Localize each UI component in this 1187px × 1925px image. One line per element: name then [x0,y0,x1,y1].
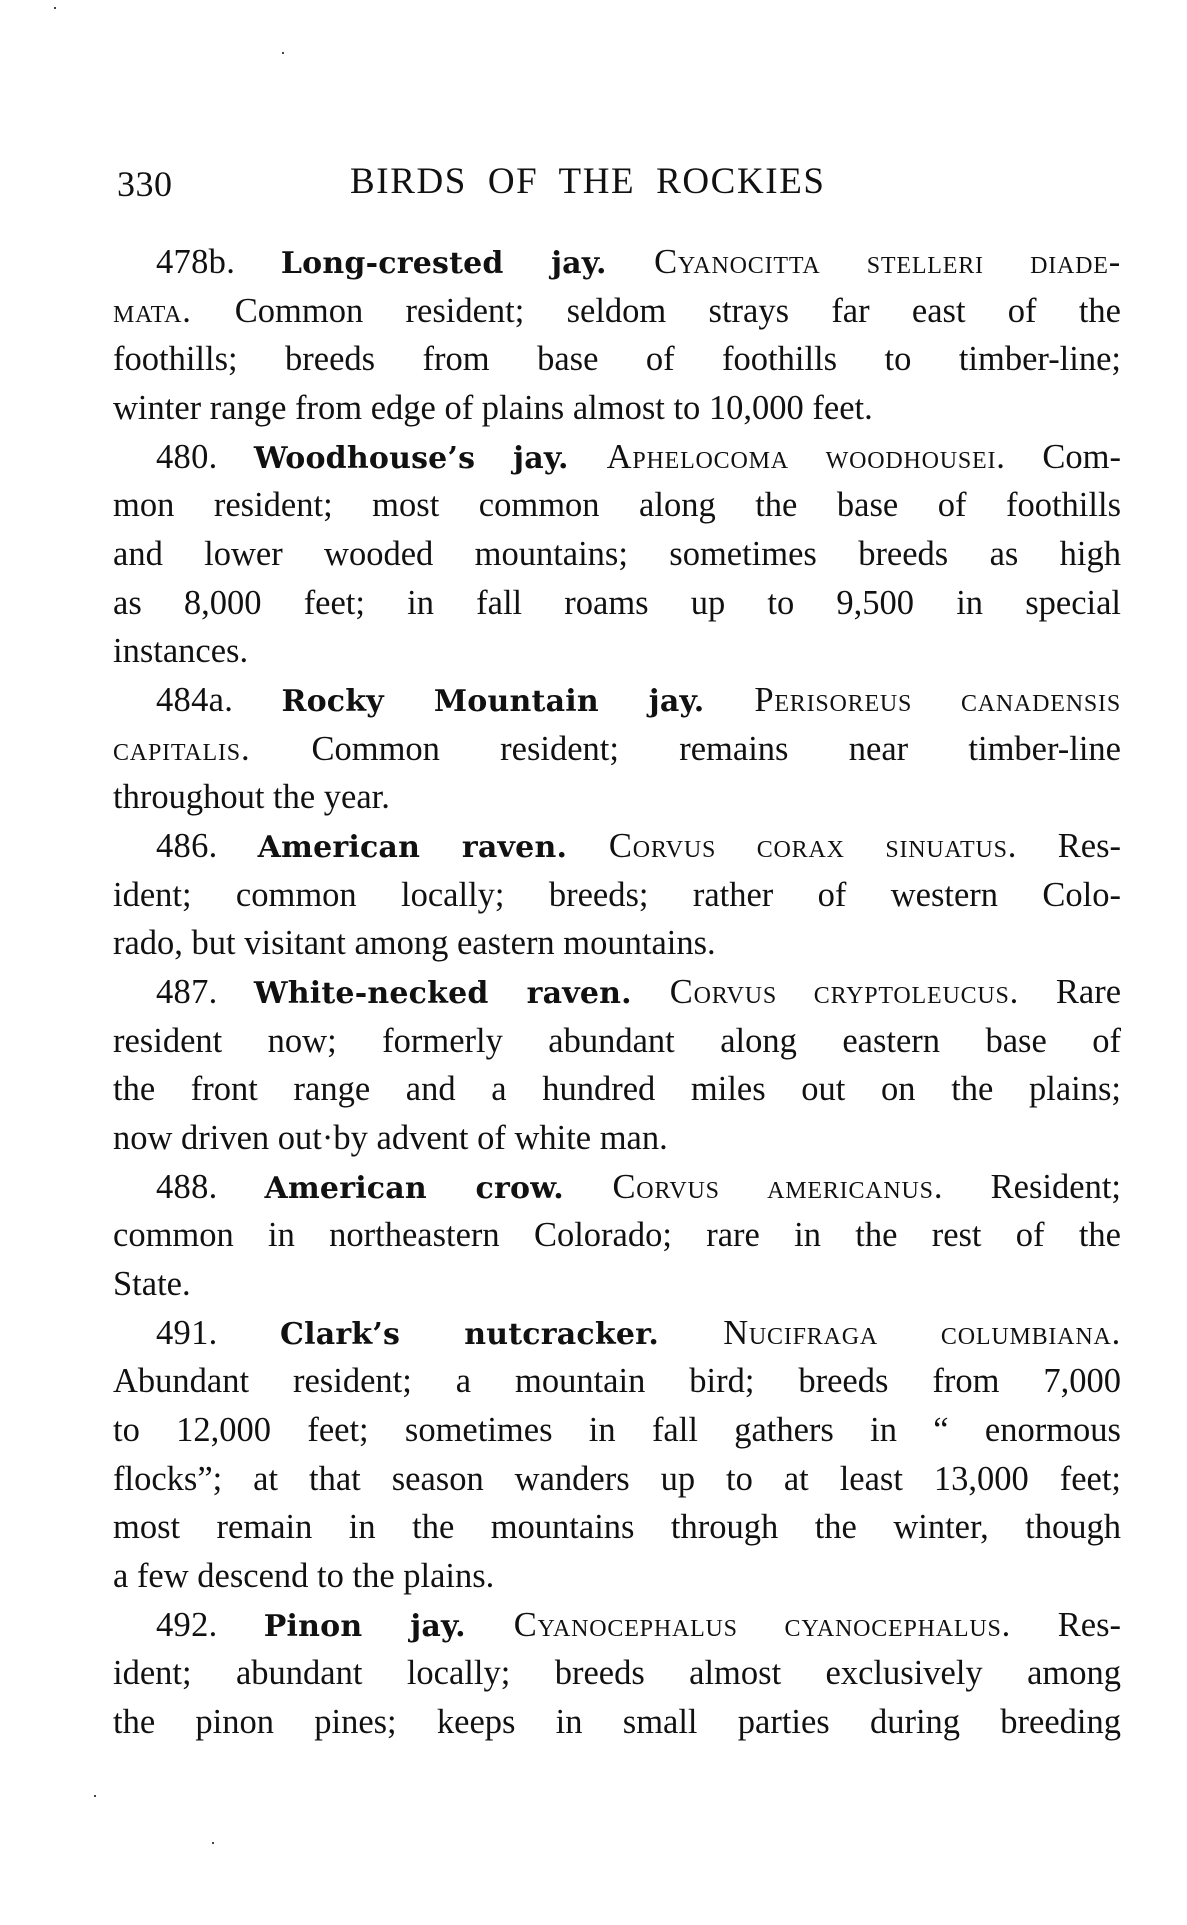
text-line [113,1017,1121,1065]
scientific-name: Cyanocitta stelleri diade- [654,243,1122,281]
entry-number: 484a. [156,681,282,720]
text-line [113,1114,1121,1162]
entry-number: 478b. [156,243,281,281]
entry-heading-line [156,968,1121,1016]
description-text: resident now; formerly abundant along eastern base of [113,1021,1121,1060]
scan-speck [54,7,56,9]
common-name: Rocky Mountain jay. [281,684,755,720]
page-number: 330 [117,164,173,204]
text-line [113,773,1121,821]
description-text: Resident; [990,1167,1121,1206]
description-text: Res- [1057,827,1121,866]
description-text: instances. [113,632,249,671]
entry-heading-line [156,822,1121,870]
scan-speck [212,1842,214,1844]
text-line [113,871,1121,919]
scientific-name: Corvus americanus. [612,1167,991,1206]
running-head [0,0,1187,220]
description-text: a few descend to the plains. [113,1557,495,1596]
entry-number: 486. [156,827,258,866]
description-text: mon resident; most common along the base of foothills [113,486,1121,525]
description-text: ident; common locally; breeds; rather of western Colo- [113,875,1121,914]
description-text: as 8,000 feet; in fall roams up to 9,500 in special [113,583,1121,622]
text-line [113,1649,1121,1697]
description-text: Common resident; remains near timber-line [311,729,1121,768]
text-line [113,1065,1121,1113]
description-text: ident; abundant locally; breeds almost exclusively among [113,1654,1121,1693]
description-text: Common resident; seldom strays far east of the [234,291,1121,330]
text-line [113,287,1121,335]
text-line [113,725,1121,773]
scientific-name: Corvus cryptoleucus. [669,973,1056,1012]
entry-heading-line [156,238,1121,286]
common-name: American crow. [264,1170,613,1206]
common-name: Pinon jay. [263,1608,514,1644]
entry-number: 480. [156,437,254,476]
description-text: Abundant resident; a mountain bird; breeds from 7,000 [113,1362,1121,1401]
description-text: flocks”; at that season wanders up to at least 13,000 feet; [113,1459,1121,1498]
entry-heading-line [156,1601,1121,1649]
scientific-name: Aphelocoma woodhousei. [606,437,1043,476]
description-text: most remain in the mountains through the winter, though [113,1508,1121,1547]
description-text: foothills; breeds from base of foothills to timber-line; [113,340,1121,379]
running-title: BIRDS OF THE ROCKIES [350,161,826,202]
scientific-name: Corvus corax sinuatus. [608,827,1058,866]
scientific-name: capitalis. [113,729,312,768]
text-line [113,919,1121,967]
scan-speck [282,52,284,54]
text-line [113,1260,1121,1308]
text-line [113,1357,1121,1405]
entry-number: 488. [156,1167,265,1206]
description-text: State. [113,1265,191,1304]
text-line [113,1552,1121,1600]
scientific-name: mata. [113,291,235,330]
description-text: now driven out·by advent of white man. [113,1119,668,1158]
scientific-name: Perisoreus canadensis [754,681,1121,720]
text-line [113,1211,1121,1259]
text-line [113,530,1121,578]
common-name: Long-crested jay. [280,246,655,281]
description-text: Com- [1042,437,1122,476]
text-line [113,481,1121,529]
entry-number: 491. [156,1313,281,1352]
entry-number: 492. [156,1605,264,1644]
scientific-name: Nucifraga columbiana. [723,1313,1122,1352]
common-name: Clark’s nutcracker. [280,1316,724,1352]
description-text: the front range and a hundred miles out on the plains; [113,1070,1121,1109]
description-text: Res- [1057,1605,1122,1644]
entry-heading-line [156,1163,1121,1211]
text-line [113,1698,1121,1746]
entry-heading-line [156,676,1121,724]
description-text: to 12,000 feet; sometimes in fall gathers in “ enormous [113,1411,1121,1450]
common-name: Woodhouse’s jay. [253,440,607,476]
text-line [113,384,1121,432]
description-text: rado, but visitant among eastern mountains. [113,924,716,963]
text-line [113,1406,1121,1454]
description-text: common in northeastern Colorado; rare in the rest of the [113,1216,1121,1255]
text-line [113,579,1121,627]
text-line [113,1455,1121,1503]
common-name: White-necked raven. [253,976,670,1012]
description-text: and lower wooded mountains; sometimes breeds as high [113,535,1121,574]
scientific-name: Cyanocephalus cyanocephalus. [513,1605,1058,1644]
text-line [113,1503,1121,1551]
description-text: throughout the year. [113,778,390,817]
description-text: winter range from edge of plains almost to 10,000 feet. [113,389,873,427]
common-name: American raven. [257,830,609,866]
entry-heading-line [156,1309,1121,1357]
text-line [113,335,1121,383]
text-line [113,627,1121,675]
entry-number: 487. [156,973,254,1012]
description-text: Rare [1055,973,1122,1012]
scan-speck [94,1795,96,1797]
entry-heading-line [156,433,1121,481]
description-text: the pinon pines; keeps in small parties during breeding [113,1703,1121,1742]
